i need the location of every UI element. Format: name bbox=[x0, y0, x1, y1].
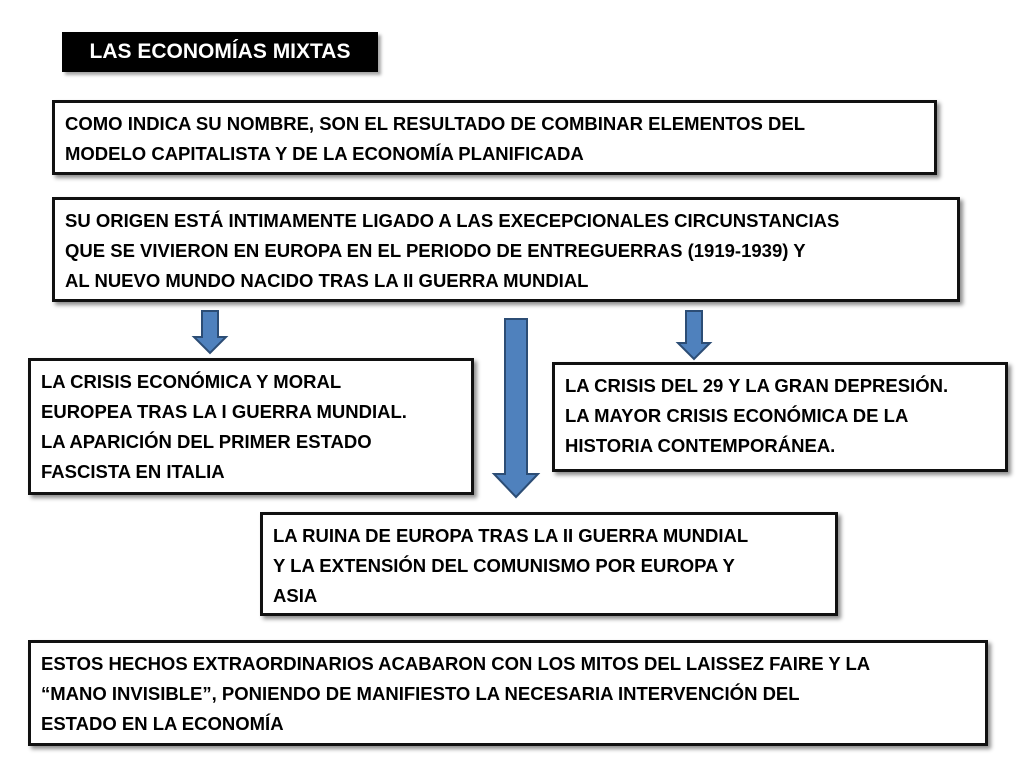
origin-line: AL NUEVO MUNDO NACIDO TRAS LA II GUERRA MUNDIAL bbox=[65, 270, 589, 291]
wwi-crisis-line: LA APARICIÓN DEL PRIMER ESTADO bbox=[41, 431, 372, 452]
wwii-ruin-line: LA RUINA DE EUROPA TRAS LA II GUERRA MUNDIAL bbox=[273, 525, 749, 546]
arrow-down-left-icon bbox=[194, 311, 226, 353]
conclusion-line: ESTOS HECHOS EXTRAORDINARIOS ACABARON CON LOS MITOS DEL LAISSEZ FAIRE Y LA bbox=[41, 653, 871, 674]
wwi-crisis-line: LA CRISIS ECONÓMICA Y MORAL bbox=[41, 371, 342, 392]
origin-line: SU ORIGEN ESTÁ INTIMAMENTE LIGADO A LAS EXECEPCIONALES CIRCUNSTANCIAS bbox=[65, 210, 840, 231]
crisis-29-box bbox=[552, 362, 1008, 472]
conclusion-line: ESTADO EN LA ECONOMÍA bbox=[41, 713, 284, 734]
crisis-29-line: LA MAYOR CRISIS ECONÓMICA DE LA bbox=[565, 405, 909, 426]
crisis-29-line: LA CRISIS DEL 29 Y LA GRAN DEPRESIÓN. bbox=[565, 375, 949, 396]
conclusion-line: “MANO INVISIBLE”, PONIENDO DE MANIFIESTO LA NECESARIA INTERVENCIÓN DEL bbox=[41, 683, 800, 704]
arrow-down-right-icon bbox=[678, 311, 710, 359]
page-title: LAS ECONOMÍAS MIXTAS bbox=[62, 32, 378, 72]
wwii-ruin-line: ASIA bbox=[273, 585, 318, 606]
wwi-crisis-line: FASCISTA EN ITALIA bbox=[41, 461, 225, 482]
arrow-down-center-icon bbox=[494, 319, 538, 497]
wwii-ruin-line: Y LA EXTENSIÓN DEL COMUNISMO POR EUROPA Y bbox=[273, 555, 735, 576]
definition-line: MODELO CAPITALISTA Y DE LA ECONOMÍA PLANIFICADA bbox=[65, 143, 584, 164]
definition-line: COMO INDICA SU NOMBRE, SON EL RESULTADO DE COMBINAR ELEMENTOS DEL bbox=[65, 113, 806, 134]
origin-line: QUE SE VIVIERON EN EUROPA EN EL PERIODO DE ENTREGUERRAS (1919-1939) Y bbox=[65, 240, 806, 261]
wwi-crisis-box bbox=[28, 358, 474, 495]
wwii-ruin-box bbox=[260, 512, 838, 616]
crisis-29-line: HISTORIA CONTEMPORÁNEA. bbox=[565, 435, 836, 456]
wwi-crisis-line: EUROPEA TRAS LA I GUERRA MUNDIAL. bbox=[41, 401, 407, 422]
conclusion-box bbox=[28, 640, 988, 746]
